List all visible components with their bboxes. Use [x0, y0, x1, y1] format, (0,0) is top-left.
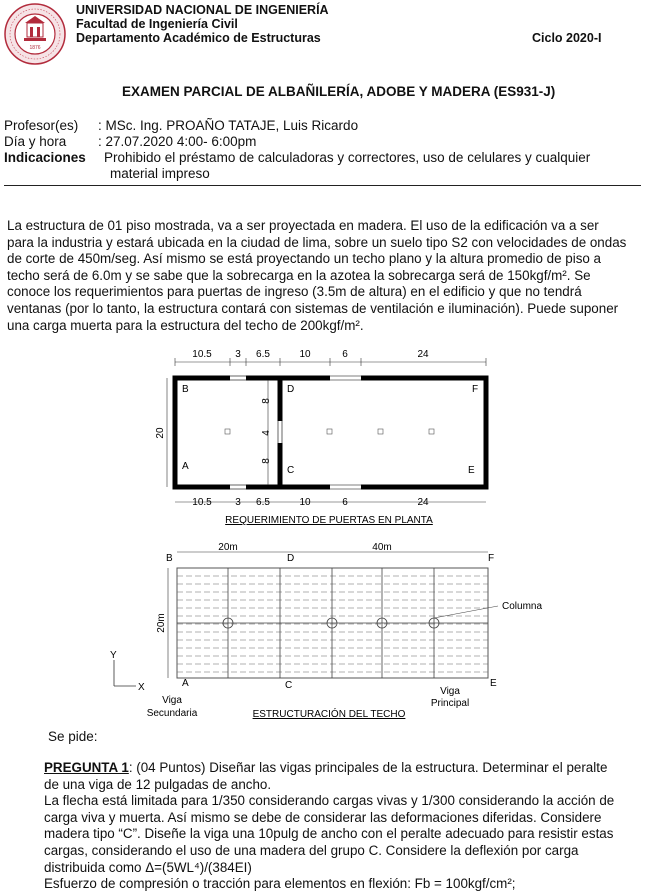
- secondary-beam-label: Secundaria: [146, 708, 198, 719]
- intro-line: de corte de 450m/seg. Así mismo se está proyectando un techo plano y la altura promedio de piso a: [7, 251, 601, 267]
- intro-line: techo será de 6.0m y se sabe que la sobrecarga en la azotea la sobrecarga será de 150kgf/m². Se: [7, 267, 591, 283]
- question-1-title: PREGUNTA 1: [44, 760, 129, 775]
- intro-paragraph: [7, 218, 639, 334]
- column-label: Columna: [502, 601, 543, 612]
- bottom-dim-label: 10.5: [192, 497, 212, 508]
- faculty-name: Facultad de Ingeniería Civil: [76, 17, 238, 31]
- intro-line: La estructura de 01 piso mostrada, va a ser proyectada en madera. El uso de la edificación va a ser: [7, 218, 599, 233]
- question-1-line: cargas, considerando el uso de una madera del grupo C. Considere la deflexión por carga: [44, 842, 579, 858]
- top-dim-label: 3: [235, 349, 241, 360]
- intro-line: una carga muerta para la estructura del techo de 200kgf/m².: [7, 317, 364, 333]
- question-1-line: La flecha está limitada para 1/350 considerando cargas vivas y 1/300 considerando la acción de: [44, 793, 615, 809]
- bottom-dim-label: 6: [342, 497, 348, 508]
- top-dim-label: 6: [342, 349, 348, 360]
- cycle-label: Ciclo 2020-I: [532, 31, 602, 45]
- door-plan-diagram: [150, 343, 500, 533]
- roof-top-dim: 20m: [218, 542, 238, 553]
- date-label: Día y hora: [4, 134, 67, 149]
- date-value: : 27.07.2020 4:00- 6:00pm: [98, 134, 257, 149]
- question-1: [44, 760, 640, 893]
- mid-dim-label: 8: [261, 458, 272, 464]
- question-1-text: : (04 Puntos) Diseñar las vigas principales de la estructura. Determinar el peralte: [128, 760, 608, 775]
- se-pide: Se pide:: [48, 729, 98, 744]
- plan1-caption: REQUERIMIENTO DE PUERTAS EN PLANTA: [225, 515, 433, 526]
- question-1-line: carga viva y muerta. Así mismo se debe de considerar las deformaciones diferidas. Considere: [44, 809, 602, 825]
- secondary-beam-label: Viga: [162, 695, 182, 706]
- roof-axis-c: C: [285, 680, 293, 691]
- professor-label: Profesor(es): [4, 118, 79, 133]
- bottom-dim-label: 10: [299, 497, 311, 508]
- axis-label-d: D: [287, 384, 295, 395]
- mid-dim-label: 4: [261, 430, 272, 436]
- professor-value: : MSc. Ing. PROAÑO TATAJE, Luis Ricardo: [98, 118, 359, 133]
- header-divider: [4, 185, 641, 186]
- svg-text:1876: 1876: [29, 45, 41, 51]
- roof-axis-e: E: [490, 678, 497, 689]
- roof-top-dim: 40m: [372, 542, 392, 553]
- intro-line: conoce los requerimientos para puertas de ingreso (3.5m de altura) en el edificio y que no tendrá: [7, 284, 582, 300]
- top-dim-label: 10.5: [192, 349, 212, 360]
- top-dim-label: 10: [299, 349, 311, 360]
- question-1-line: madera tipo “C”. Diseñe la viga una 10pulg de ancho con el peralte adecuado para resistir estas: [44, 826, 614, 842]
- top-dim-label: 6.5: [256, 349, 270, 360]
- mid-dim-label: 8: [261, 398, 272, 404]
- axis-y-label: Y: [110, 650, 117, 661]
- left-dim-label: 20: [155, 427, 166, 439]
- axis-label-c: C: [287, 465, 295, 476]
- roof-left-dim: 20m: [156, 613, 167, 633]
- question-1-line: de una viga de 12 pulgadas de ancho.: [44, 776, 272, 792]
- intro-line: ventanas (por lo tanto, la estructura contará con sistemas de ventilación e iluminación). Puede suponer: [7, 300, 619, 316]
- principal-beam-label: Viga: [440, 686, 460, 697]
- indications-label: Indicaciones: [4, 150, 86, 165]
- roof-axis-a: A: [182, 678, 189, 689]
- principal-beam-label: Principal: [430, 698, 470, 709]
- intro-line: para la industria y estará ubicada en la ciudad de lima, sobre un suelo tipo S2 con velocidades de ondas: [7, 234, 627, 250]
- question-1-line: distribuida como Δ=(5WL⁴)/(384EI): [44, 859, 252, 875]
- roof-axis-d: D: [287, 553, 295, 564]
- axis-label-a: A: [182, 461, 189, 472]
- exam-title: EXAMEN PARCIAL DE ALBAÑILERÍA, ADOBE Y MADERA (ES931-J): [122, 84, 556, 99]
- indications-value-1: Prohibido el préstamo de calculadoras y correctores, uso de celulares y cualquier: [104, 150, 591, 165]
- bottom-dim-label: 24: [417, 497, 429, 508]
- axis-label-b: B: [182, 384, 189, 395]
- roof-structure-diagram: [100, 540, 550, 725]
- top-dim-label: 24: [417, 349, 429, 360]
- indications-value-2: material impreso: [110, 166, 210, 181]
- bottom-dim-label: 6.5: [256, 497, 270, 508]
- bottom-dim-label: 3: [235, 497, 241, 508]
- department-name: Departamento Académico de Estructuras: [76, 31, 321, 45]
- university-seal: [4, 3, 66, 65]
- axis-x-label: X: [138, 682, 145, 693]
- axis-label-f: F: [472, 384, 479, 395]
- building-outline: [175, 378, 486, 487]
- plan2-caption: ESTRUCTURACIÓN DEL TECHO: [252, 709, 406, 720]
- roof-axis-b: B: [166, 553, 173, 564]
- question-1-line: Esfuerzo de compresión o tracción para elementos en flexión: Fb = 100kgf/cm²;: [44, 876, 516, 892]
- university-name: UNIVERSIDAD NACIONAL DE INGENIERÍA: [76, 3, 329, 17]
- axis-label-e: E: [468, 465, 475, 476]
- roof-axis-f: F: [488, 553, 495, 564]
